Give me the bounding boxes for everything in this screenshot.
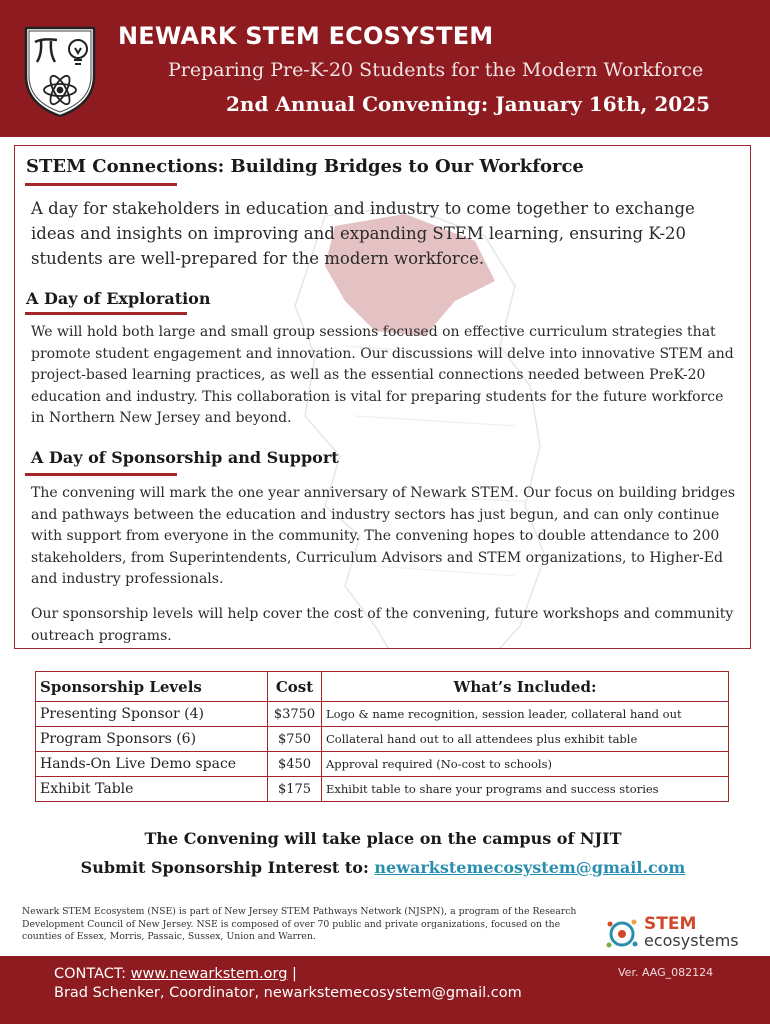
coordinator-line: Brad Schenker, Coordinator, newarkstemecosystem@gmail.com [54, 985, 522, 1001]
sponsor-level-cell: Hands-On Live Demo space [36, 752, 268, 777]
sponsor-cost-cell: $3750 [268, 702, 322, 727]
logo-text-ecosystems: ecosystems [644, 931, 739, 950]
website-link[interactable]: www.newarkstem.org [130, 966, 288, 982]
venue-line: The Convening will take place on the campus of NJIT [144, 829, 622, 848]
contact-label: CONTACT: [54, 966, 131, 982]
table-row [36, 777, 729, 802]
table-row [36, 752, 729, 777]
heading-underline [25, 312, 187, 315]
sponsor-included-cell: Collateral hand out to all attendees plus exhibit table [322, 727, 729, 752]
sponsor-level-cell: Exhibit Table [36, 777, 268, 802]
table-row [36, 702, 729, 727]
column-header: Cost [268, 672, 322, 702]
footer-band [0, 956, 770, 1024]
submit-email-link[interactable]: newarkstemecosystem@gmail.com [374, 858, 686, 877]
network-icon [604, 916, 640, 952]
exploration-paragraph: We will hold both large and small group sessions focused on effective curriculum strategies that promote student engagement and innovation. Our discussions will delve into innovative STEM and project-based learning practices, as well as the essential connections needed between PreK-20 education and industry. This collaboration is vital for preparing students for the future workforce in Northern New Jersey and beyond. [31, 324, 734, 426]
convening-date: 2nd Annual Convening: January 16th, 2025 [226, 92, 711, 116]
sponsor-level-cell: Presenting Sponsor (4) [36, 702, 268, 727]
exploration-heading: A Day of Exploration [26, 289, 211, 308]
sponsor-cost-cell: $750 [268, 727, 322, 752]
table-row [36, 727, 729, 752]
sponsor-included-cell: Logo & name recognition, session leader, collateral hand out [322, 702, 729, 727]
heading-underline [25, 183, 177, 186]
stem-ecosystems-logo [604, 914, 754, 954]
contact-line [54, 966, 297, 982]
sponsorship-heading: A Day of Sponsorship and Support [31, 448, 339, 467]
header-band [0, 0, 770, 137]
logo-text-stem: STEM [644, 914, 697, 934]
column-header: Sponsorship Levels [36, 672, 268, 702]
org-tagline: Preparing Pre-K-20 Students for the Modern Workforce [168, 59, 704, 81]
sponsor-included-cell: Approval required (No-cost to schools) [322, 752, 729, 777]
sponsor-cost-cell: $175 [268, 777, 322, 802]
submit-label: Submit Sponsorship Interest to: [80, 858, 375, 877]
main-heading: STEM Connections: Building Bridges to Our Workforce [26, 156, 584, 177]
sponsorship-table [35, 671, 729, 802]
organization-note: Newark STEM Ecosystem (NSE) is part of New Jersey STEM Pathways Network (NJSPN), a program of the Research Development Council of New Jersey. NSE is composed of over 70 public and private organizations, focused on the counties of Essex, Morris, Passaic, Sussex, Union and Warren. [22, 906, 577, 942]
content-panel [14, 145, 751, 649]
table-header-row [36, 672, 729, 702]
column-header: What’s Included: [322, 672, 729, 702]
submit-line [0, 858, 766, 877]
heading-underline [25, 473, 177, 476]
intro-paragraph: A day for stakeholders in education and industry to come together to exchange ideas and insights on improving and expanding STEM learning, ensuring K-20 students are well-prepared for the modern workforce. [31, 199, 695, 268]
sponsorship-paragraph: The convening will mark the one year anniversary of Newark STEM. Our focus on building bridges and pathways between the education and industry sectors has just begun, and can only continue with support from everyone in the community. The convening hopes to double attendance to 200 stakeholders, from Superintendents, Curriculum Advisors and STEM organizations, to Higher-Ed and industry professionals. [31, 485, 736, 587]
sponsor-included-cell: Exhibit table to share your programs and success stories [322, 777, 729, 802]
sponsor-cost-cell: $450 [268, 752, 322, 777]
sponsorship-levels-paragraph: Our sponsorship levels will help cover the cost of the convening, future workshops and community outreach programs. [31, 606, 734, 644]
version-label: Ver. AAG_082124 [618, 966, 714, 979]
separator: | [287, 966, 297, 982]
sponsor-level-cell: Program Sponsors (6) [36, 727, 268, 752]
crest-logo [22, 24, 98, 120]
org-title: NEWARK STEM ECOSYSTEM [118, 22, 494, 50]
